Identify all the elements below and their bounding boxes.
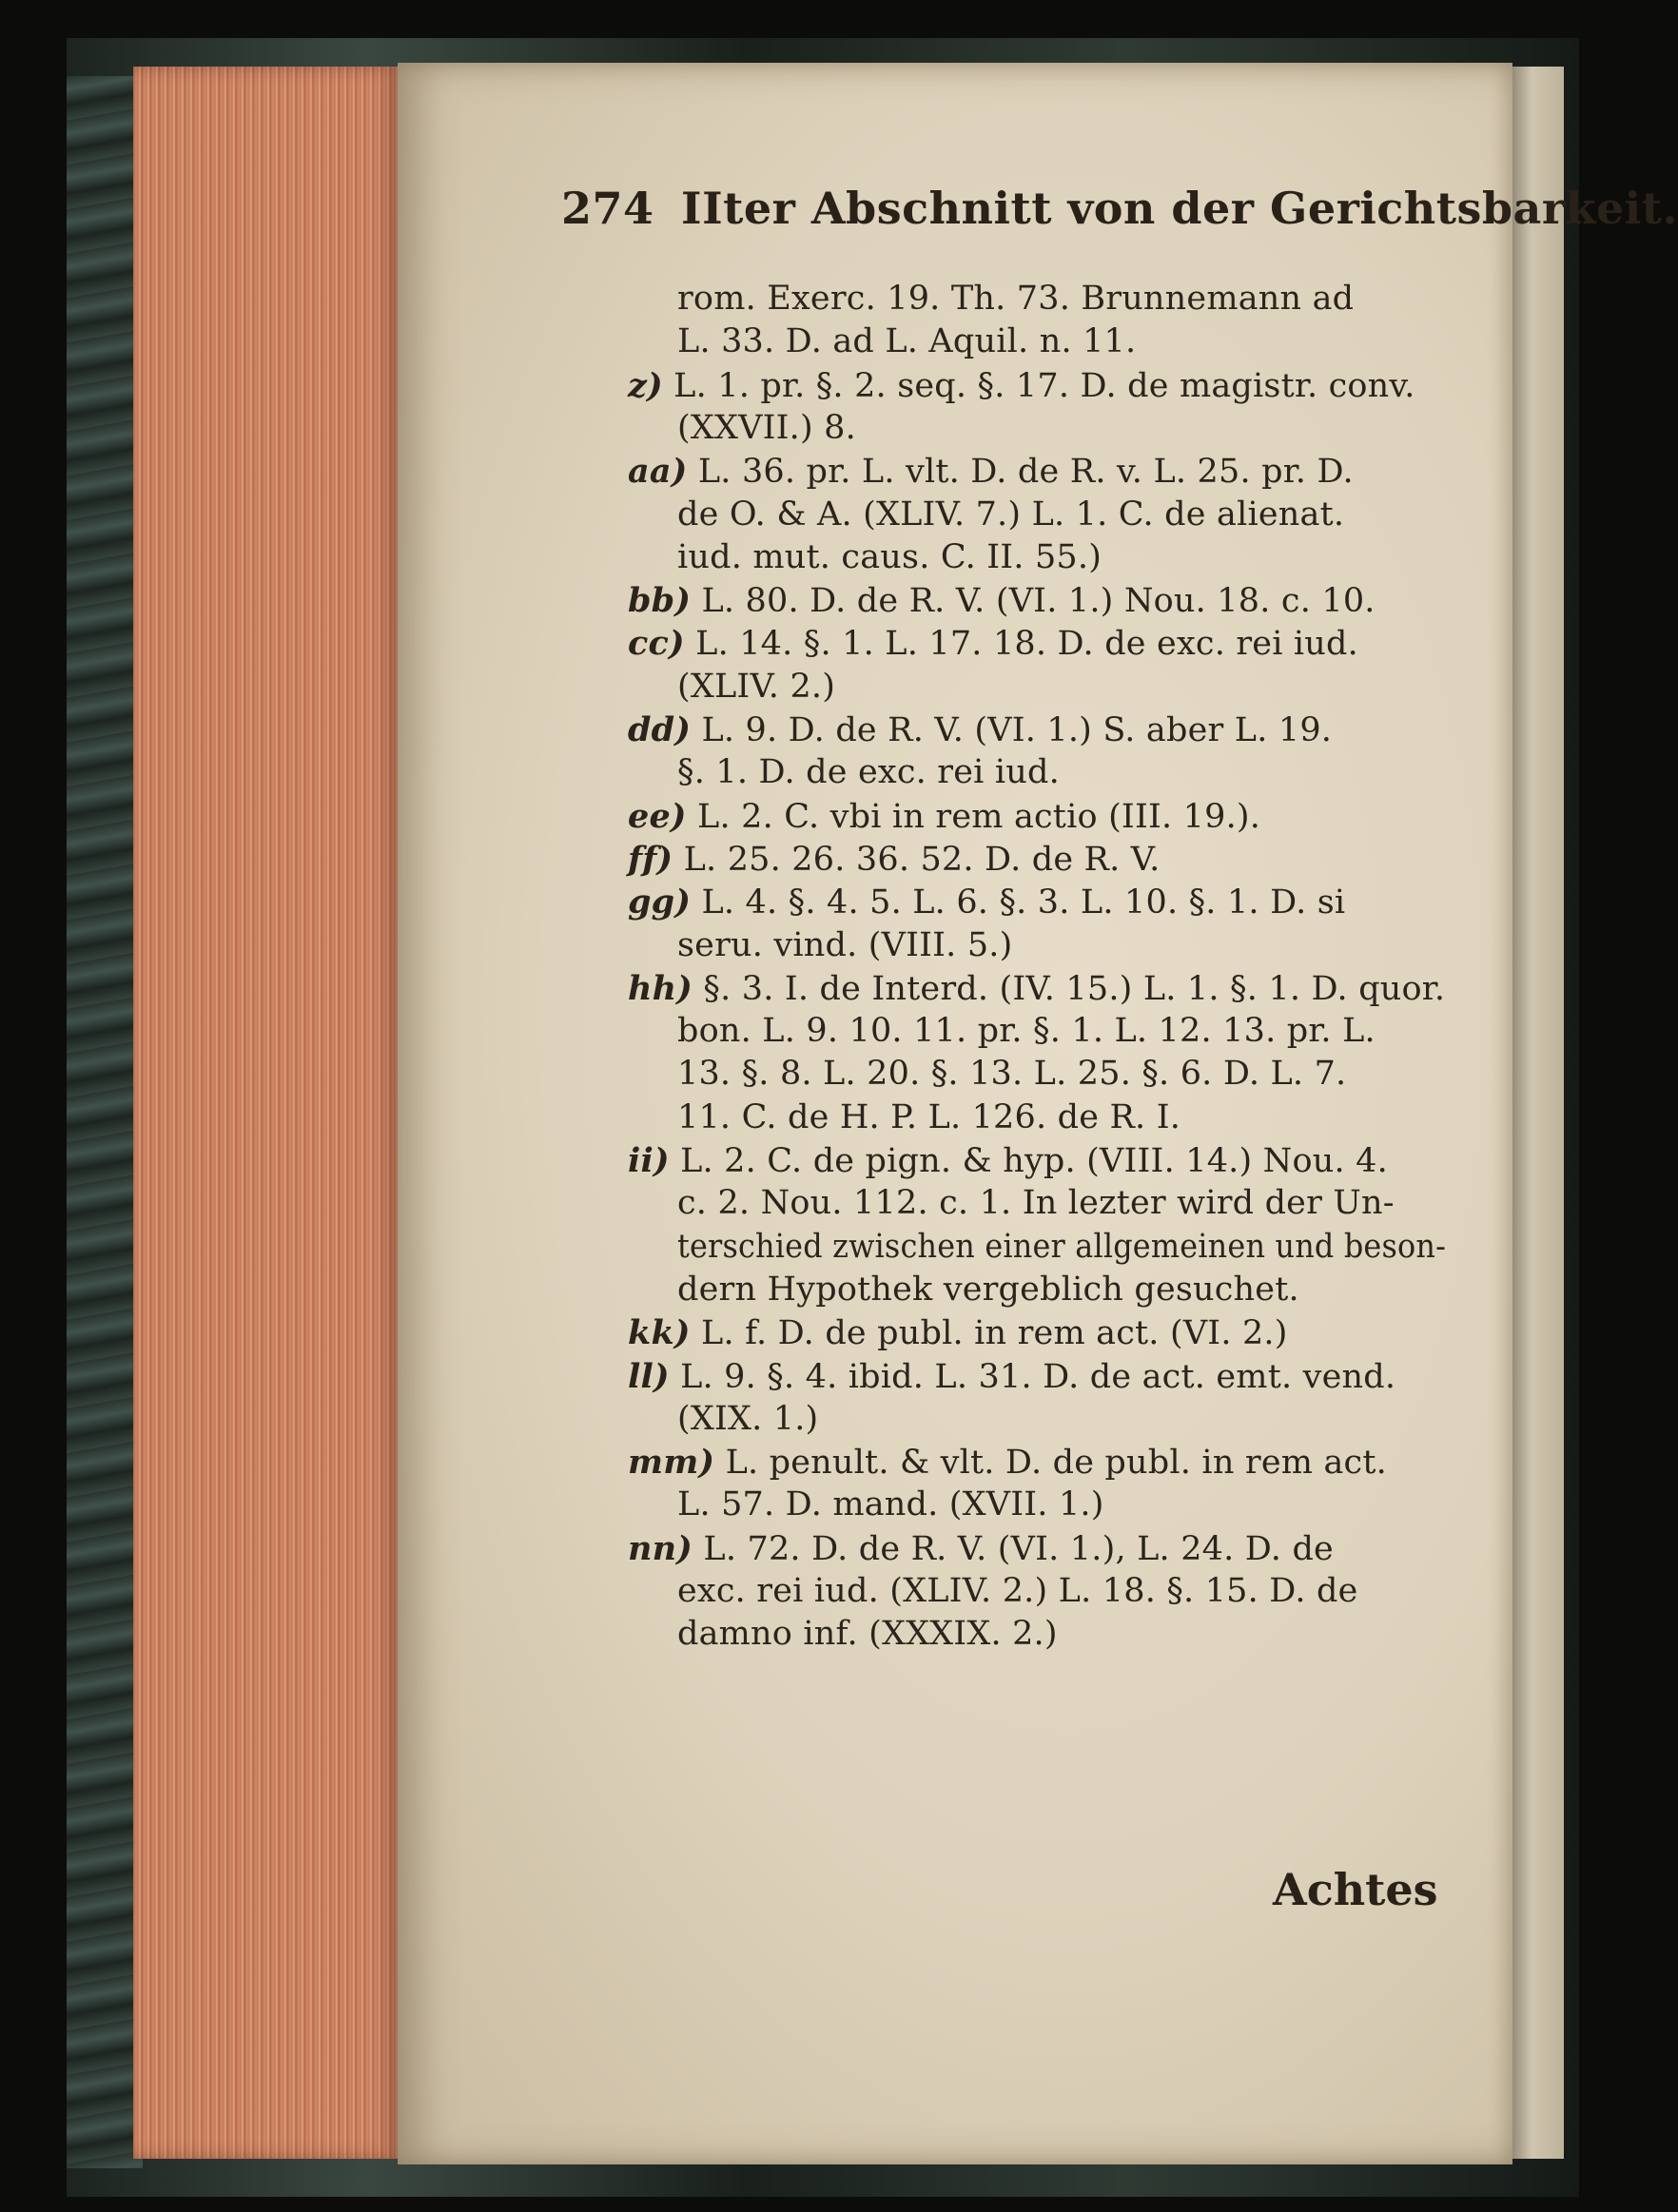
running-title: IIter Abschnitt von der Gerichtsbarkeit.	[681, 183, 1678, 234]
footnote-line	[677, 409, 856, 447]
footnote-marker: ee)	[628, 796, 687, 836]
footnote-text: L. 25. 26. 36. 52. D. de R. V.	[683, 840, 1161, 879]
footnote-line	[677, 1615, 1058, 1653]
footnote-line	[677, 1485, 1104, 1523]
footnote-text: rom. Exerc. 19. Th. 73. Brunnemann ad	[677, 280, 1355, 318]
footnote-text: 13. §. 8. L. 20. §. 13. L. 25. §. 6. D. L. 7.	[677, 1055, 1347, 1094]
footnote-text: iud. mut. caus. C. II. 55.)	[677, 537, 1102, 576]
footnote-marker: kk)	[628, 1313, 691, 1353]
footnote-line	[677, 1400, 818, 1438]
footnote-marker: dd)	[628, 710, 692, 749]
footnote-text: L. 36. pr. L. vlt. D. de R. v. L. 25. pr. D.	[697, 453, 1354, 492]
footnote-line	[628, 1313, 1288, 1352]
page-header	[561, 183, 1678, 234]
footnote-text: exc. rei iud. (XLIV. 2.) L. 18. §. 15. D. de	[677, 1572, 1358, 1610]
footnote-text: L. 9. §. 4. ibid. L. 31. D. de act. emt. vend.	[680, 1357, 1396, 1396]
footnote-text: dern Hypothek vergeblich gesuchet.	[677, 1270, 1299, 1309]
catchword: Achtes	[1273, 1864, 1438, 1915]
footnote-marker: cc)	[628, 624, 685, 664]
footnote-line	[628, 366, 1415, 405]
footnote-text: L. f. D. de publ. in rem act. (VI. 2.)	[701, 1314, 1288, 1353]
footnote-text: L. 1. pr. §. 2. seq. §. 17. D. de magistr. conv.	[673, 366, 1415, 405]
footnote-line	[677, 1055, 1346, 1093]
footnote-text: L. 2. C. de pign. & hyp. (VIII. 14.) Nou. 4.	[680, 1142, 1388, 1180]
footnote-line	[677, 1228, 1446, 1266]
footnote-line	[628, 1443, 1387, 1482]
footnote-line	[677, 538, 1102, 576]
footnote-text: de O. & A. (XLIV. 7.) L. 1. C. de alienat.	[677, 495, 1345, 534]
footnote-marker: gg)	[628, 883, 692, 922]
marbled-cover-edge	[67, 76, 143, 2168]
footnote-text: terschied zwischen einer allgemeinen und beson-	[677, 1227, 1447, 1266]
footnote-text: seru. vind. (VIII. 5.)	[677, 925, 1013, 964]
footnote-text: (XIX. 1.)	[677, 1399, 819, 1438]
footnote-text: damno inf. (XXXIX. 2.)	[677, 1615, 1058, 1654]
footnote-line	[677, 668, 835, 706]
footnote-line	[677, 1098, 1180, 1136]
footnote-marker: ii)	[628, 1141, 670, 1180]
footnote-marker: mm)	[628, 1443, 715, 1483]
footnote-marker: ll)	[628, 1356, 670, 1396]
footnote-marker: hh)	[628, 968, 693, 1008]
footnote-line	[677, 1012, 1376, 1050]
footnote-text: (XLIV. 2.)	[677, 667, 836, 706]
footnote-text: (XXVII.) 8.	[677, 408, 856, 447]
page-number: 274	[561, 183, 654, 234]
footnote-line	[628, 969, 1445, 1008]
footnote-text: L. 9. D. de R. V. (VI. 1.) S. aber L. 19.	[701, 711, 1333, 749]
footnote-line	[677, 1271, 1299, 1309]
footnote-line	[628, 797, 1260, 836]
page-edges	[133, 67, 400, 2159]
footnote-line	[628, 710, 1332, 749]
footnote-text: c. 2. Nou. 112. c. 1. In lezter wird der Un-	[677, 1184, 1395, 1223]
footnote-text: 11. C. de H. P. L. 126. de R. I.	[677, 1097, 1181, 1136]
footnote-marker: aa)	[628, 452, 688, 492]
footnote-marker: ff)	[628, 839, 673, 879]
footnote-text: L. 4. §. 4. 5. L. 6. §. 3. L. 10. §. 1. D. si	[701, 883, 1346, 922]
footnote-text: L. 2. C. vbi in rem actio (III. 19.).	[697, 797, 1261, 836]
footnote-line	[628, 581, 1376, 620]
footnote-line	[628, 883, 1345, 922]
footnote-text: L. 80. D. de R. V. (VI. 1.) Nou. 18. c. 10.	[701, 582, 1376, 621]
footnote-line	[628, 1357, 1395, 1396]
footnote-text: bon. L. 9. 10. 11. pr. §. 1. L. 12. 13. pr. L.	[677, 1012, 1376, 1051]
footnote-marker: nn)	[628, 1528, 693, 1568]
footnote-text: L. 72. D. de R. V. (VI. 1.), L. 24. D. de	[703, 1529, 1334, 1568]
footnote-text: L. 57. D. mand. (XVII. 1.)	[677, 1485, 1104, 1524]
footnote-marker: bb)	[628, 581, 692, 621]
footnote-line	[628, 1529, 1334, 1568]
footnote-line	[677, 926, 1012, 964]
facing-page-edge	[1511, 67, 1564, 2159]
footnote-text: L. 14. §. 1. L. 17. 18. D. de exc. rei iud.	[695, 625, 1358, 664]
footnote-line	[677, 322, 1136, 360]
footnote-text: L. penult. & vlt. D. de publ. in rem act.	[725, 1444, 1387, 1483]
footnote-text: §. 1. D. de exc. rei iud.	[677, 753, 1060, 792]
footnote-line	[628, 624, 1358, 663]
footnote-line	[677, 1572, 1357, 1610]
footnote-line	[677, 280, 1354, 318]
footnote-line	[628, 452, 1354, 491]
footnote-line	[677, 495, 1344, 534]
footnote-line	[677, 753, 1060, 791]
footnote-text: L. 33. D. ad L. Aquil. n. 11.	[677, 322, 1137, 361]
footnote-line	[677, 1184, 1395, 1222]
footnote-marker: z)	[628, 365, 663, 405]
footnote-text: §. 3. I. de Interd. (IV. 15.) L. 1. §. 1. D. quor.	[703, 969, 1446, 1008]
footnote-line	[628, 840, 1160, 879]
footnote-line	[628, 1141, 1388, 1180]
